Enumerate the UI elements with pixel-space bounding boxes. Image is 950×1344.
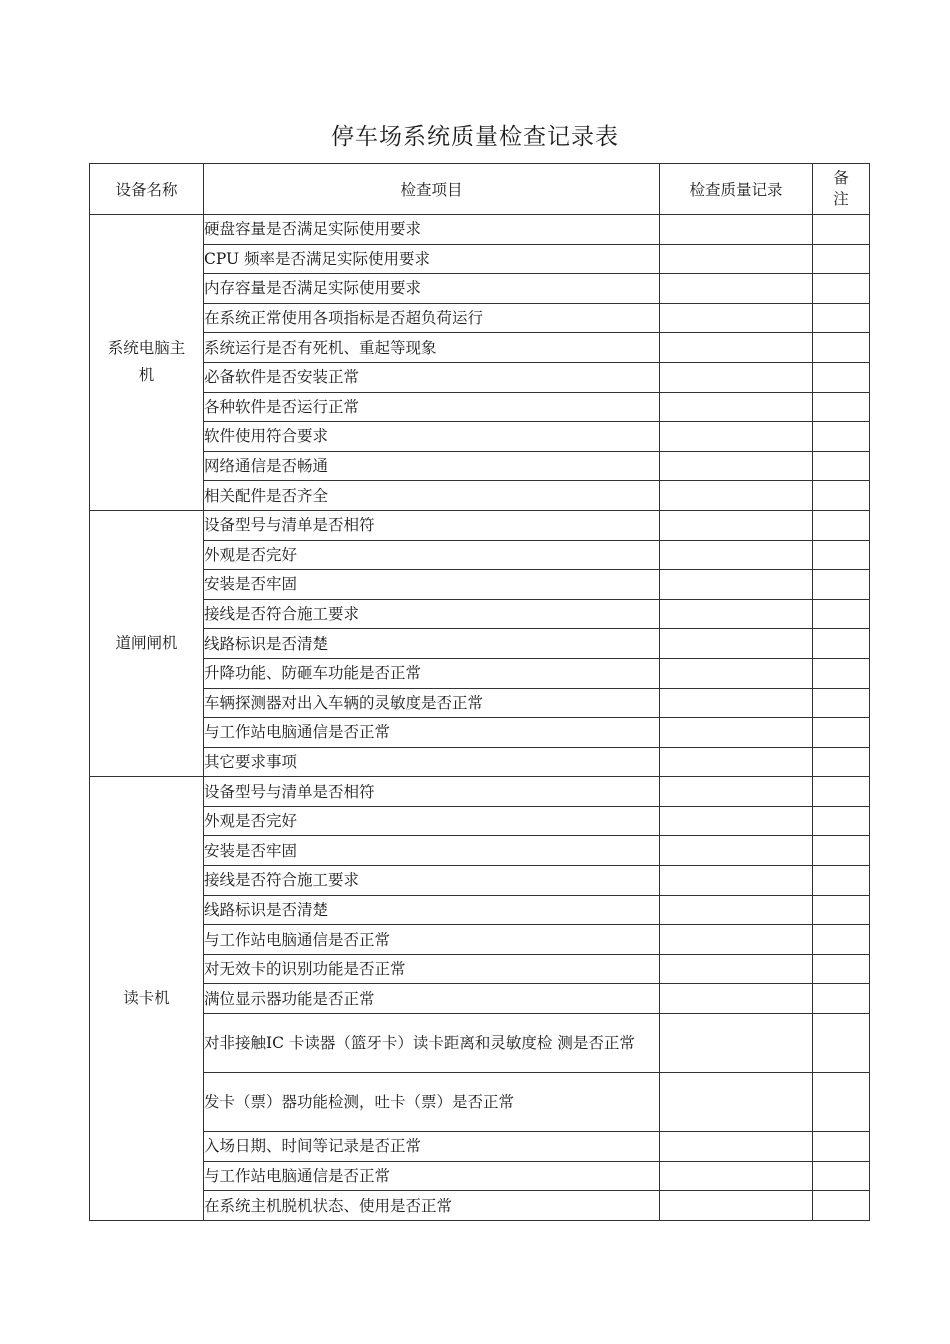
inspection-table (89, 163, 870, 1221)
record-cell[interactable] (660, 658, 813, 688)
record-cell[interactable] (660, 777, 813, 807)
check-item-cell: 系统运行是否有死机、重起等现象 (204, 333, 660, 363)
note-cell[interactable] (813, 274, 870, 304)
check-item-cell: 满位显示器功能是否正常 (204, 984, 660, 1014)
table-row (90, 1014, 870, 1073)
check-item-cell: 接线是否符合施工要求 (204, 866, 660, 896)
record-cell[interactable] (660, 1132, 813, 1162)
check-item-cell: 入场日期、时间等记录是否正常 (204, 1132, 660, 1162)
check-item-cell: 与工作站电脑通信是否正常 (204, 1161, 660, 1191)
device-name-cell: 读卡机 (90, 777, 204, 1221)
record-cell[interactable] (660, 303, 813, 333)
table-row (90, 333, 870, 363)
record-cell[interactable] (660, 925, 813, 955)
check-item-cell: 发卡（票）器功能检测，吐卡（票）是否正常 (204, 1073, 660, 1132)
check-item-cell: 安装是否牢固 (204, 570, 660, 600)
record-cell[interactable] (660, 1073, 813, 1132)
note-cell[interactable] (813, 1161, 870, 1191)
check-item-cell: 在系统主机脱机状态、使用是否正常 (204, 1191, 660, 1221)
check-item-cell: 对无效卡的识别功能是否正常 (204, 954, 660, 984)
table-row (90, 599, 870, 629)
record-cell[interactable] (660, 599, 813, 629)
note-cell[interactable] (813, 510, 870, 540)
note-cell[interactable] (813, 1073, 870, 1132)
record-cell[interactable] (660, 422, 813, 452)
table-row (90, 303, 870, 333)
check-item-cell: CPU 频率是否满足实际使用要求 (204, 244, 660, 274)
check-item-cell: 与工作站电脑通信是否正常 (204, 718, 660, 748)
table-row (90, 1132, 870, 1162)
note-cell[interactable] (813, 866, 870, 896)
note-cell[interactable] (813, 954, 870, 984)
note-cell[interactable] (813, 658, 870, 688)
check-item-cell: 安装是否牢固 (204, 836, 660, 866)
table-row (90, 718, 870, 748)
note-cell[interactable] (813, 392, 870, 422)
table-row (90, 244, 870, 274)
page-title: 停车场系统质量检查记录表 (331, 124, 619, 150)
record-cell[interactable] (660, 392, 813, 422)
record-cell[interactable] (660, 570, 813, 600)
note-cell[interactable] (813, 747, 870, 777)
note-cell[interactable] (813, 806, 870, 836)
check-item-cell: 必备软件是否安装正常 (204, 362, 660, 392)
table-row (90, 688, 870, 718)
check-item-cell: 对非接触IC 卡读器（篮牙卡）读卡距离和灵敏度检 测是否正常 (204, 1014, 660, 1073)
check-item-cell: 相关配件是否齐全 (204, 481, 660, 511)
record-cell[interactable] (660, 718, 813, 748)
table-row (90, 658, 870, 688)
record-cell[interactable] (660, 362, 813, 392)
table-row (90, 629, 870, 659)
record-cell[interactable] (660, 806, 813, 836)
table-row (90, 925, 870, 955)
note-cell[interactable] (813, 1191, 870, 1221)
check-item-cell: 网络通信是否畅通 (204, 451, 660, 481)
note-cell[interactable] (813, 629, 870, 659)
note-cell[interactable] (813, 984, 870, 1014)
table-row (90, 836, 870, 866)
table-row (90, 866, 870, 896)
record-cell[interactable] (660, 1014, 813, 1073)
table-row (90, 806, 870, 836)
record-cell[interactable] (660, 954, 813, 984)
device-name-cell: 道闸闸机 (90, 510, 204, 776)
header-item: 检查项目 (204, 164, 660, 215)
record-cell[interactable] (660, 629, 813, 659)
record-cell[interactable] (660, 1161, 813, 1191)
table-row (90, 362, 870, 392)
note-cell[interactable] (813, 333, 870, 363)
table-row (90, 215, 870, 245)
table-row (90, 540, 870, 570)
table-row (90, 747, 870, 777)
check-item-cell: 软件使用符合要求 (204, 422, 660, 452)
note-cell[interactable] (813, 215, 870, 245)
check-item-cell: 接线是否符合施工要求 (204, 599, 660, 629)
note-cell[interactable] (813, 244, 870, 274)
note-cell[interactable] (813, 303, 870, 333)
check-item-cell: 设备型号与清单是否相符 (204, 777, 660, 807)
header-record: 检查质量记录 (660, 164, 813, 215)
check-item-cell: 设备型号与清单是否相符 (204, 510, 660, 540)
check-item-cell: 车辆探测器对出入车辆的灵敏度是否正常 (204, 688, 660, 718)
record-cell[interactable] (660, 333, 813, 363)
note-cell[interactable] (813, 836, 870, 866)
note-cell[interactable] (813, 599, 870, 629)
check-item-cell: 其它要求事项 (204, 747, 660, 777)
note-cell[interactable] (813, 362, 870, 392)
note-cell[interactable] (813, 570, 870, 600)
device-name-cell: 系统电脑主 机 (90, 215, 204, 511)
table-body (90, 215, 870, 1221)
note-cell[interactable] (813, 688, 870, 718)
record-cell[interactable] (660, 747, 813, 777)
check-item-cell: 与工作站电脑通信是否正常 (204, 925, 660, 955)
check-item-cell: 硬盘容量是否满足实际使用要求 (204, 215, 660, 245)
note-cell[interactable] (813, 481, 870, 511)
table-row (90, 1161, 870, 1191)
record-cell[interactable] (660, 244, 813, 274)
record-cell[interactable] (660, 481, 813, 511)
record-cell[interactable] (660, 688, 813, 718)
table-row (90, 1191, 870, 1221)
table-row (90, 777, 870, 807)
record-cell[interactable] (660, 510, 813, 540)
check-item-cell: 外观是否完好 (204, 540, 660, 570)
table-row (90, 1073, 870, 1132)
table-row (90, 984, 870, 1014)
table-row (90, 392, 870, 422)
record-cell[interactable] (660, 984, 813, 1014)
header-note: 备 注 (813, 164, 870, 215)
record-cell[interactable] (660, 866, 813, 896)
check-item-cell: 线路标识是否清楚 (204, 895, 660, 925)
note-cell[interactable] (813, 777, 870, 807)
check-item-cell: 外观是否完好 (204, 806, 660, 836)
note-cell[interactable] (813, 718, 870, 748)
check-item-cell: 各种软件是否运行正常 (204, 392, 660, 422)
check-item-cell: 在系统正常使用各项指标是否超负荷运行 (204, 303, 660, 333)
note-cell[interactable] (813, 422, 870, 452)
record-cell[interactable] (660, 836, 813, 866)
table-row (90, 895, 870, 925)
table-row (90, 481, 870, 511)
record-cell[interactable] (660, 540, 813, 570)
check-item-cell: 升降功能、防砸车功能是否正常 (204, 658, 660, 688)
header-row (90, 164, 870, 215)
record-cell[interactable] (660, 215, 813, 245)
record-cell[interactable] (660, 274, 813, 304)
note-cell[interactable] (813, 540, 870, 570)
note-cell[interactable] (813, 1014, 870, 1073)
record-cell[interactable] (660, 451, 813, 481)
note-cell[interactable] (813, 451, 870, 481)
header-device: 设备名称 (90, 164, 204, 215)
record-cell[interactable] (660, 1191, 813, 1221)
table-row (90, 422, 870, 452)
note-cell[interactable] (813, 925, 870, 955)
table-row (90, 451, 870, 481)
table-row (90, 510, 870, 540)
record-cell[interactable] (660, 895, 813, 925)
note-cell[interactable] (813, 895, 870, 925)
table-row (90, 954, 870, 984)
note-cell[interactable] (813, 1132, 870, 1162)
table-row (90, 274, 870, 304)
table-row (90, 570, 870, 600)
check-item-cell: 线路标识是否清楚 (204, 629, 660, 659)
check-item-cell: 内存容量是否满足实际使用要求 (204, 274, 660, 304)
